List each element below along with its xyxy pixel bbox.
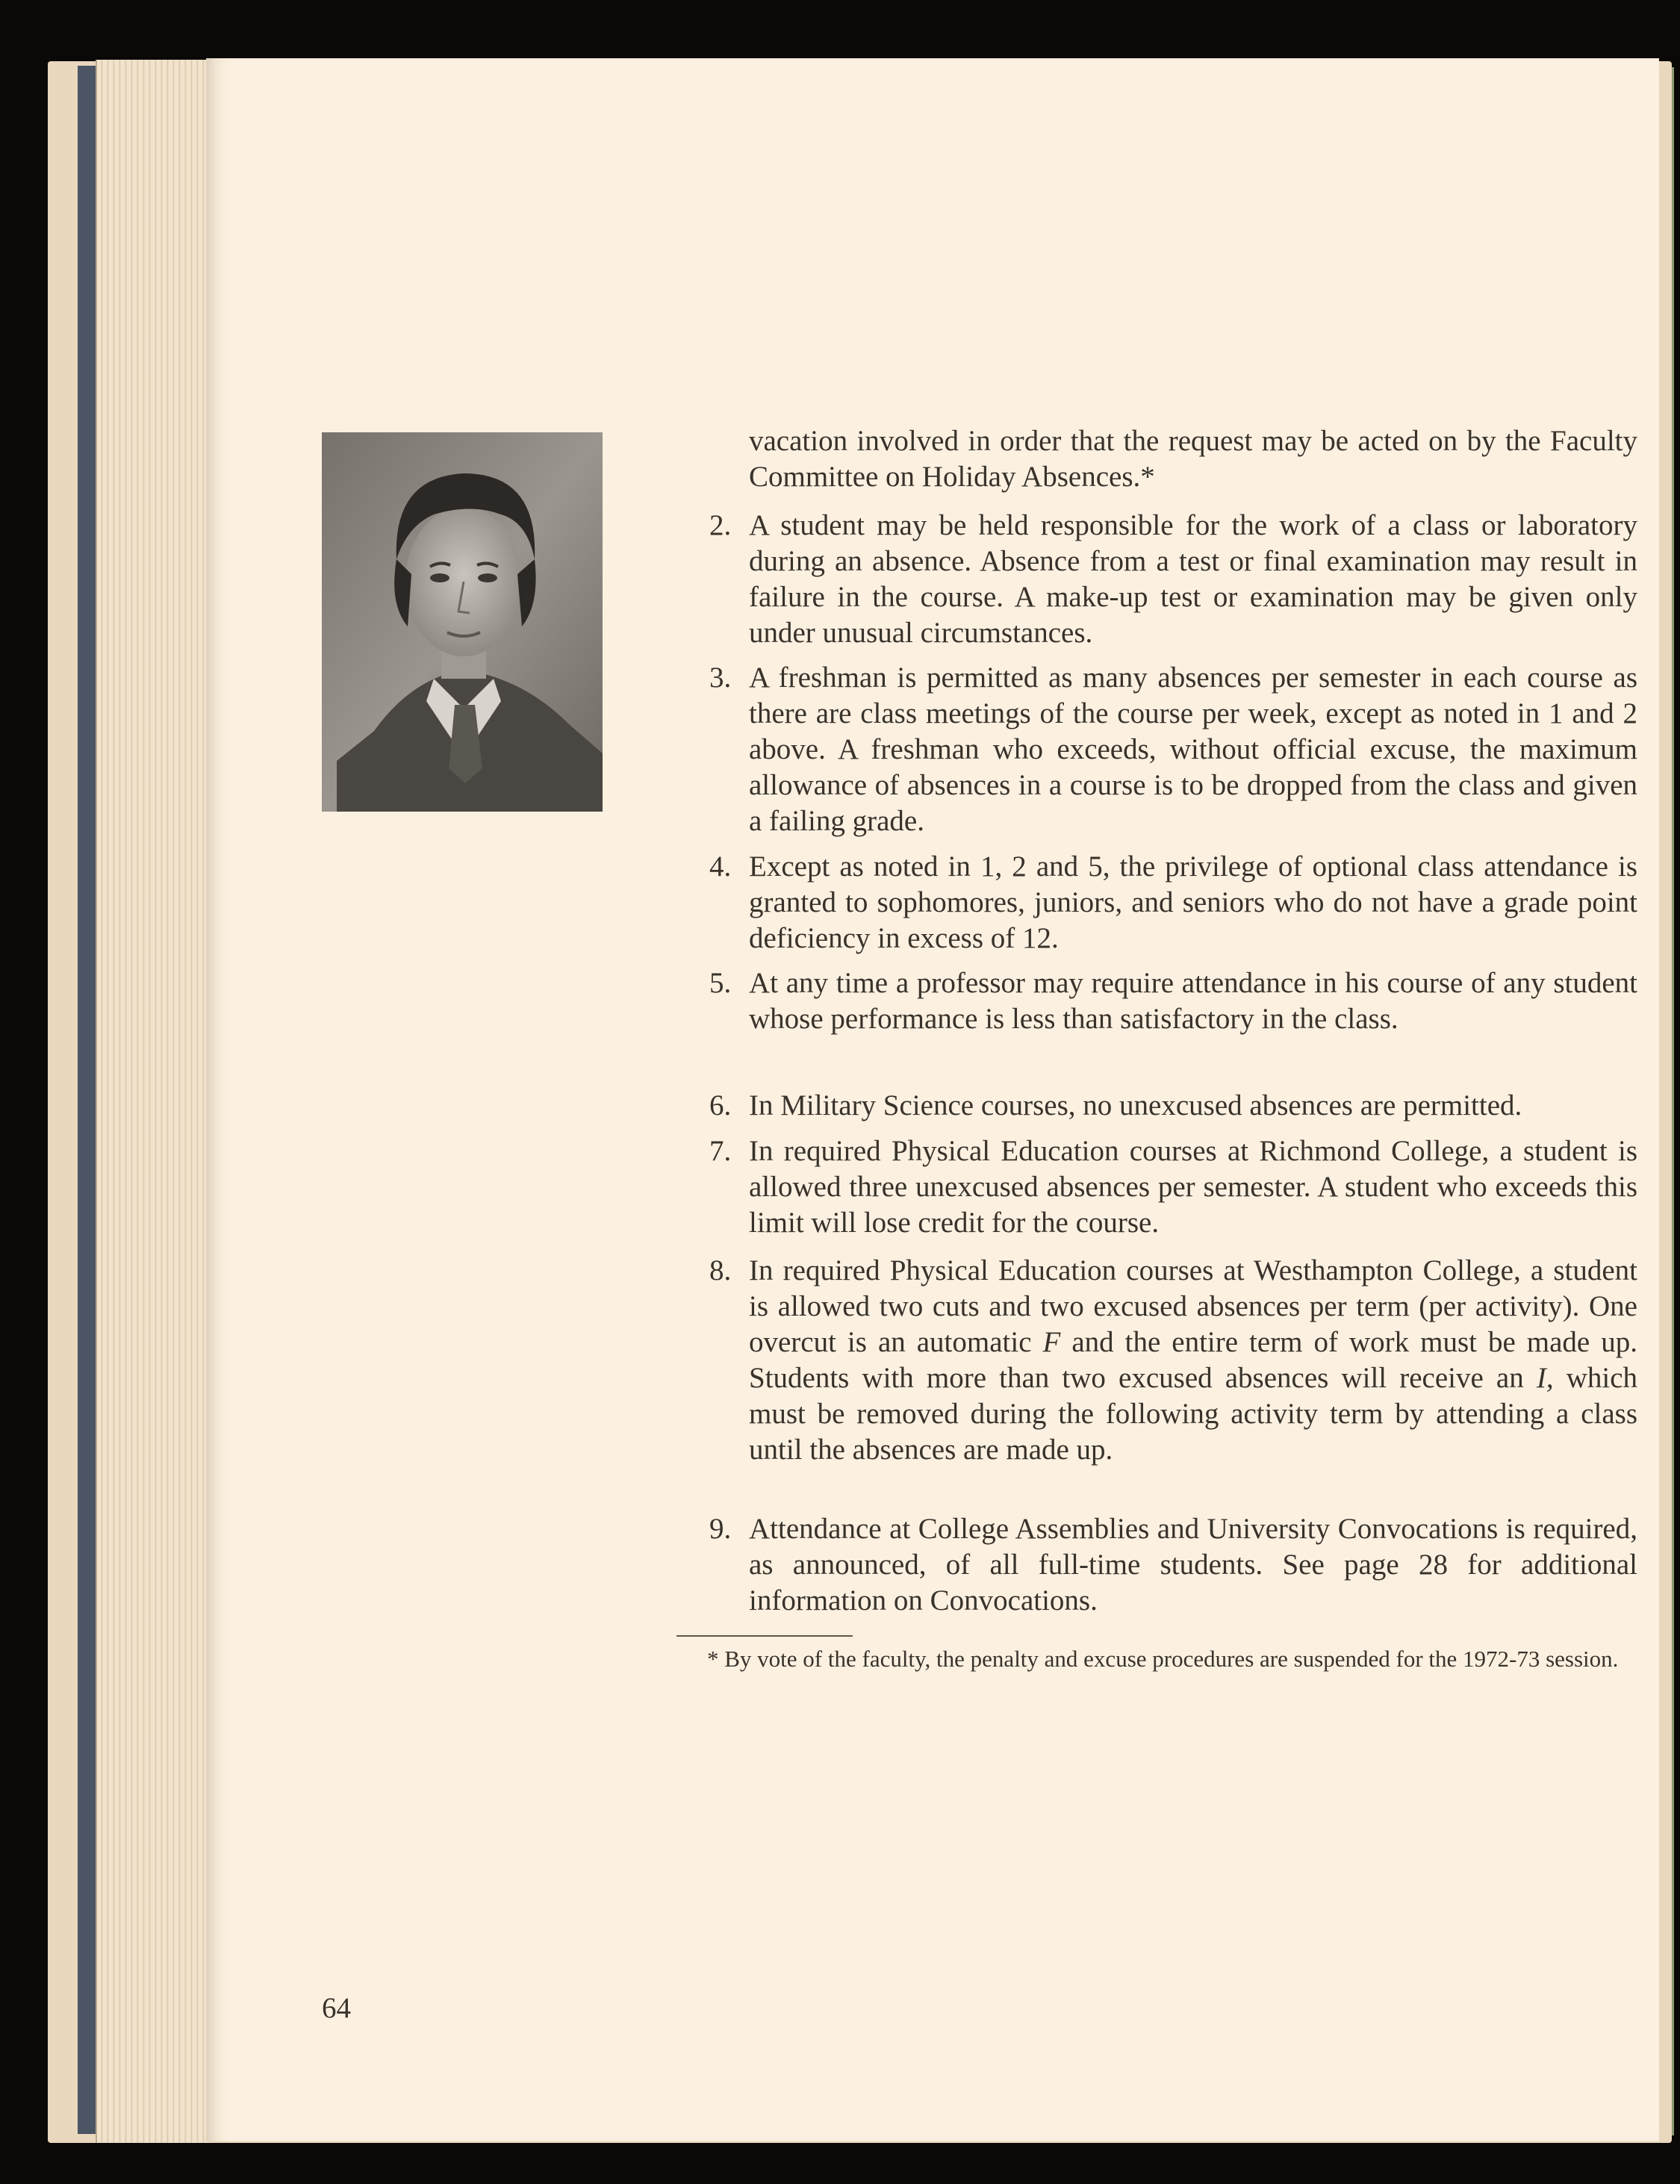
list-item: [694, 1088, 1637, 1124]
list-item-text: A student may be held responsible for the work of a class or laboratory during an absence. Absence from a test or final examination may result in failure in the course. A make-up test or examination may be given only under unusual circumstances.: [749, 509, 1637, 649]
list-item: [694, 1133, 1637, 1241]
continued-paragraph: vacation involved in order that the request may be acted on by the Faculty Committee on Holiday Absences.*: [749, 425, 1637, 493]
list-item-text: In Military Science courses, no unexcused absences are permitted.: [749, 1089, 1522, 1121]
book-board-edge: [78, 66, 97, 2134]
list-item: [694, 508, 1637, 651]
page-number: 64: [322, 1992, 351, 2024]
item-8-text-part1: In required Physical Education courses at Westhampton College, a student is allowed two cuts and two excused absences per term (per activity). One overcut is an automatic: [749, 1254, 1637, 1358]
list-item-text: Attendance at College Assemblies and University Convocations is required, as announced, of all full-time students. See page 28 for additional information on Convocations.: [749, 1513, 1637, 1617]
list-item-text: A freshman is permitted as many absences per semester in each course as there are class meetings of the course per week, except as noted in 1 and 2 above. A freshman who exceeds, without official excuse, the maximum allowance of absences in a course is to be dropped from the class and given a failing grade.: [749, 662, 1637, 837]
list-item-number: 9.: [709, 1513, 732, 1545]
list-item-text: Except as noted in 1, 2 and 5, the privilege of optional class attendance is granted to sophomores, juniors, and seniors who do not have a grade point deficiency in excess of 12.: [749, 850, 1637, 954]
list-item-number: 4.: [709, 850, 732, 883]
list-item-text: At any time a professor may require attendance in his course of any student whose performance is less than satisfactory in the class.: [749, 967, 1637, 1035]
grade-i: I,: [1536, 1362, 1554, 1394]
list-item-number: 2.: [709, 509, 732, 541]
footnote: * By vote of the faculty, the penalty and excuse procedures are suspended for the 1972-73 session.: [707, 1646, 1619, 1672]
student-portrait-photo: [322, 432, 603, 812]
portrait-illustration: [322, 432, 603, 812]
list-item: [694, 1253, 1637, 1468]
item-8-text-part2: and the entire term of work must be made up. Students with more than two excused absences will receive an: [749, 1326, 1637, 1394]
list-item-number: 7.: [709, 1135, 732, 1167]
list-item-number: 5.: [709, 967, 732, 999]
item-8-text-part3: which must be removed during the following activity term by attending a class until the absences are made up.: [749, 1362, 1637, 1466]
list-item: [694, 660, 1637, 839]
list-item-number: 6.: [709, 1089, 732, 1121]
list-item-text: [749, 1253, 1637, 1468]
list-item-number: 8.: [709, 1254, 732, 1287]
page-stack: [96, 60, 209, 2143]
grade-f: F: [1042, 1326, 1061, 1358]
list-item: [694, 849, 1637, 956]
list-item: [694, 965, 1637, 1037]
list-item-number: 3.: [709, 662, 732, 694]
footnote-divider: [676, 1635, 853, 1637]
list-item: [694, 1511, 1637, 1619]
list-item-text: In required Physical Education courses at Richmond College, a student is allowed three unexcused absences per semester. A student who exceeds this limit will lose credit for the course.: [749, 1135, 1637, 1239]
